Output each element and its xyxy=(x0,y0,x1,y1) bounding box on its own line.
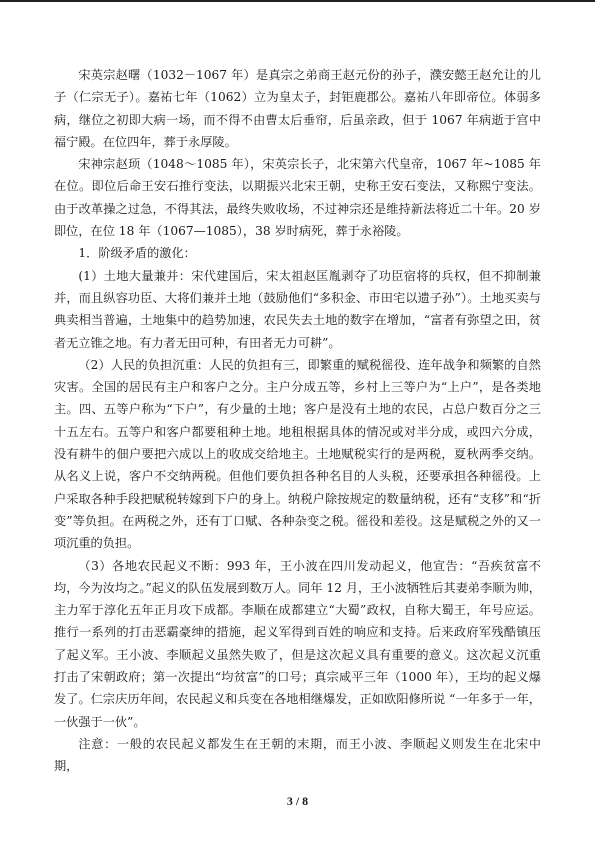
document-body xyxy=(54,64,541,778)
paragraph-note: 注意：一般的农民起义都发生在王朝的末期，而王小波、李顺起义则发生在北宋中期， xyxy=(54,736,541,774)
paragraph-shenzong: 宋神宗赵顼（1048～1085 年），宋英宗长子，北宋第六代皇帝，1067 年~1085 年在位。即位后命王安石推行变法，以期振兴北宋王朝，史称王安石变法，又称熙宁变法。由于改革操之过急，不得其法，最终失败收场，不过神宗还是维持新法将近二十年。20 岁即位，在位 18 年（1067—1085），38 岁时病死，葬于永裕陵。 xyxy=(54,157,541,239)
paragraph-yingzong: 宋英宗赵曙（1032－1067 年）是真宗之弟商王赵元份的孙子，濮安懿王赵允让的儿子（仁宗无子）。嘉祐七年（1062）立为皇太子，封钜鹿郡公。嘉祐八年即帝位。体弱多病，继位之初即大病一场，而不得不由曹太后垂帘，后虽亲政，但于 1067 年病逝于宫中福宁殿。在位四年，葬于永厚陵。 xyxy=(54,68,541,149)
top-border-rule xyxy=(0,0,595,2)
paragraph-peasant-uprisings: （3）各地农民起义不断：993 年，王小波在四川发动起义，他宣告：“吾疾贫富不均，今为汝均之。”起义的队伍发展到数万人。同年 12 月，王小波牺牲后其妻弟李顺为帅，主力军于淳化五年正月攻下成都。李顺在成都建立“大蜀”政权，自称大蜀王，年号应运。推行一系列的打击恶霸豪绅的措施，起义军得到百姓的响应和支持。后来政府军残酷镇压了起义军。王小波、李顺起义虽然失败了，但是这次起义具有重要的意义。这次起义沉重打击了宋朝政府；第一次提出“均贫富”的口号；真宗咸平三年（1000 年），王均的起义爆发了。仁宗庆历年间，农民起义和兵变在各地相继爆发，正如欧阳修所说 “一年多于一年，一伙强于一伙”。 xyxy=(54,558,541,729)
page-number: 3 / 8 xyxy=(286,794,309,808)
paragraph-land-annexation: (1）土地大量兼并：宋代建国后，宋太祖赵匡胤剥夺了功臣宿将的兵权，但不抑制兼并，而且纵容功臣、大将们兼并土地（鼓励他们“多积金、市田宅以遗子孙”）。土地买卖与典卖相当普遍，土地集中的趋势加速，农民失去土地的数字在增加，“富者有弥望之田，贫者无立锥之地。有力者无田可种，有田者无力可耕”。 xyxy=(54,268,541,350)
paragraph-heavy-burden: （2）人民的负担沉重：人民的负担有三，即繁重的赋税徭役、连年战争和频繁的自然灾害。全国的居民有主户和客户之分。主户分成五等，乡村上三等户为“上户”，是各类地主。四、五等户称为“下户”，有少量的土地；客户是没有土地的农民，占总户数百分之三十五左右。五等户和客户都要租种土地。地租根据具体的情况或对半分成，或四六分成，没有耕牛的佃户要把六成以上的收成交给地主。土地赋税实行的是两税，夏秋两季交纳。从名义上说，客户不交纳两税。但他们要负担各种名目的人头税，还要承担各种徭役。上户采取各种手段把赋税转嫁到下户的身上。纳税户除按规定的数量纳税，还有“支移”和“折变”等负担。在两税之外，还有丁口赋、各种杂变之税。徭役和差役。这是赋税之外的又一项沉重的负担。 xyxy=(54,357,541,551)
section-heading-class-conflict: 1．阶级矛盾的激化： xyxy=(78,246,196,261)
